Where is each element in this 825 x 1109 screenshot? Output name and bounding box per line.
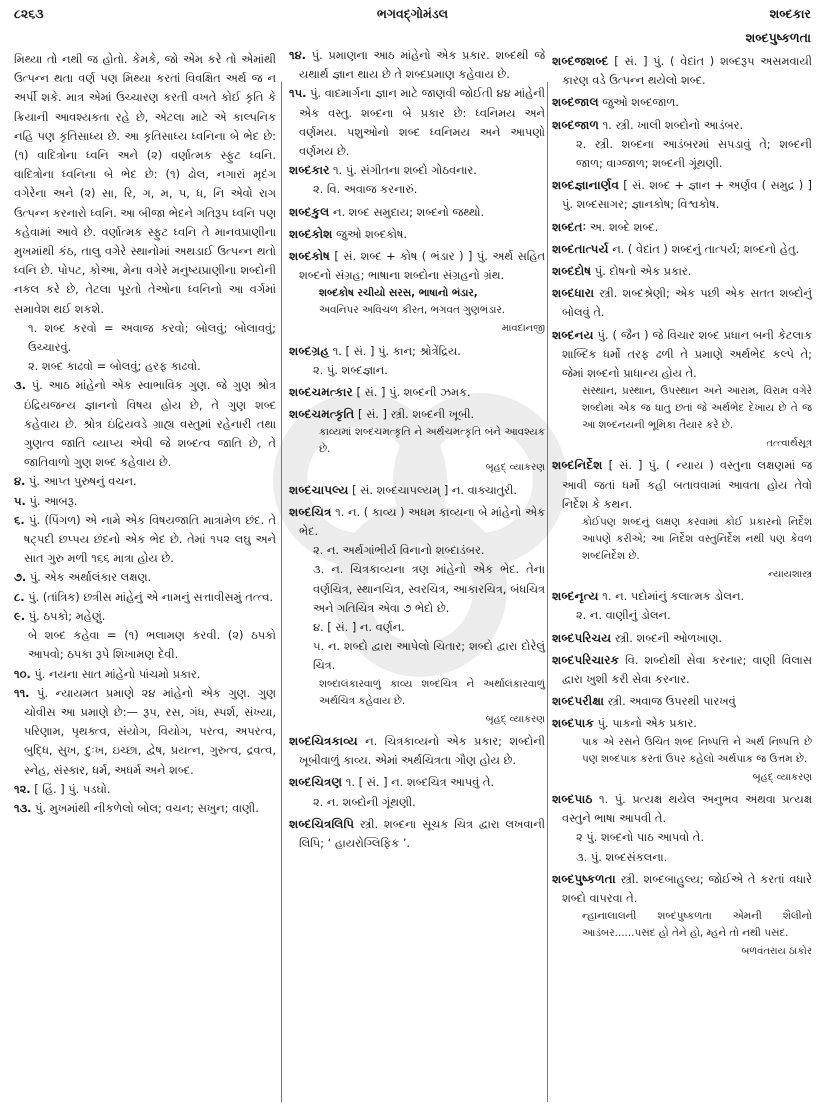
sense-text: પું. ન્યાયમત પ્રમાણે ૨૪ માંહેનો એક ગુણ. ગુણ ચોવીસ આ પ્રમાણે છે:— રૂપ, રસ, ગંધ, સ્પર્શ, સંખ્યા, પરિણામ, પૃથક્ત્વ, સંયોગ, વિયોગ, પરત્વ, અપરત્વ, બુદ્ધિ, સુખ, દુઃખ, ઇચ્છા, દ્વેષ, પ્રયત્ન, ગુરુત્વ, દ્રવત્વ, સ્નેહ, સંસ્કાર, ધર્મ, અધર્મ અને શબ્દ. bbox=[24, 685, 276, 777]
dictionary-entry bbox=[289, 481, 545, 500]
quotation-source: બૃહદ્ વ્યાકરણ bbox=[485, 462, 545, 474]
dictionary-entry bbox=[552, 116, 812, 174]
quotation-source: તત્ત્વાર્થસૂત્ર bbox=[766, 438, 812, 450]
page-header bbox=[14, 6, 811, 24]
dictionary-entry bbox=[552, 240, 812, 259]
sense-number: ૧૪. bbox=[289, 48, 306, 62]
headword: શબ્દપરિચારક bbox=[552, 652, 620, 667]
sense-text: પું. ઠપકો; મહેણું. bbox=[28, 608, 106, 623]
sense-text: પું. નયના સાત માંહેનો પાંચમો પ્રકાર. bbox=[34, 666, 201, 681]
definition: ૨. પું. શબ્દજ્ઞાન. bbox=[313, 362, 388, 377]
sense-number: ૯. bbox=[14, 608, 26, 623]
page-number: ૮૨૬૩ bbox=[14, 6, 44, 21]
sense-number: ૧૦. bbox=[14, 666, 31, 681]
definition: ન. શબ્દ સમુદાય; શબ્દનો જથ્થો. bbox=[332, 204, 485, 219]
dictionary-entry bbox=[552, 52, 812, 90]
sense-number: ૩. bbox=[14, 378, 26, 393]
dictionary-entry bbox=[552, 284, 812, 322]
sense-text: પું. (પિંગળ) એ નામે એક વિષયજાતિ માત્રામેળ છંદ. તે ષટ્પદી છપ્પય છંદનો એક ભેદ છે. તેમાં ૧૫૨ લઘુ અને સાત ગુરુ મળી ૧૬૬ માત્રા હોય છે. bbox=[24, 512, 276, 566]
dictionary-entry bbox=[289, 342, 545, 380]
dictionary-entry bbox=[552, 870, 812, 962]
headword: શબ્દપરિચય bbox=[552, 630, 612, 645]
definition: વિ. શબ્દોથી સેવા કરનાર; વાણી વિલાસ દ્વારા ખુશી કરી સેવા કરનાર. bbox=[562, 652, 812, 687]
headword: શબ્દપરીક્ષા bbox=[552, 694, 605, 709]
sense-text: પું. પ્રમાણના આઠ માંહેનો એક પ્રકાર. શબ્દથી જે યથાર્થ જ્ઞાન થાય છે તે શબ્દપ્રમાણ કહેવાય છે. bbox=[299, 48, 545, 82]
definition: ૨. ન. વાણીનું ડોલન. bbox=[576, 608, 671, 623]
headword: શબ્દજાલ bbox=[552, 95, 599, 110]
definition: પું. પાકનો એક પ્રકાર. bbox=[597, 716, 697, 731]
dictionary-entry bbox=[289, 732, 545, 770]
dictionary-entry bbox=[552, 93, 812, 112]
headword: શબ્દગ્રહ bbox=[289, 343, 330, 358]
headword: શબ્દનય bbox=[552, 327, 594, 342]
headword: શબ્દચિત્રણ bbox=[289, 775, 343, 790]
guideword-first: શબ્દકાર bbox=[769, 6, 811, 21]
sense-number: ૬. bbox=[14, 512, 25, 527]
headword: શબ્દનિર્દેશ bbox=[552, 458, 603, 473]
definition: ૧. ન. ( કાવ્ય ) અધમ કાવ્યના બે માંહેનો એક ભેદ. bbox=[299, 504, 546, 539]
column-divider bbox=[547, 82, 548, 1102]
definition: ૧. પું. સંગીતના શબ્દો ગોઠવનાર. bbox=[333, 163, 477, 178]
definition: [ સં. ] પું. ( ન્યાય ) વસ્તુના લક્ષણમાં જ આવી જતાં ધર્મો કહી બતાવવામાં આવતા હોય તેવો નિર્દેશ કે કથન. bbox=[562, 458, 812, 511]
definition: જુઓ શબ્દજાળ. bbox=[602, 95, 679, 110]
sense-number: ૧૩. bbox=[14, 800, 32, 815]
definition: [ સં. શબ્દ + કોષ ( ભંડાર ) ] પું. અર્થ સહિત શબ્દનો સંગ્રહ; ભાષાના શબ્દોના સંગ્રહનો ગ્રંથ. bbox=[299, 249, 546, 283]
headword: શબ્દજશબ્દ bbox=[552, 54, 609, 68]
definition: ૨ પું. શબ્દનો પાઠ આપવો તે. bbox=[576, 830, 704, 845]
headword: શબ્દચમત્કાર bbox=[289, 385, 353, 400]
dictionary-entry bbox=[289, 503, 545, 729]
definition: ૪. [ સં. ] ન. વર્ણન. bbox=[313, 620, 405, 635]
headword: શબ્દચિત્ર bbox=[289, 504, 332, 519]
dictionary-entry bbox=[289, 383, 545, 402]
headword: શબ્દચમત્કૃતિ bbox=[289, 407, 355, 422]
column-divider bbox=[281, 82, 282, 1102]
continued-text: મિથ્યા તો નથી જ હોતો. કેમકે, જો એમ કરે તો એમાંથી ઉત્પન્ન થતા વર્ણ પણ મિથ્યા કરતાં વિવક્ષિત અર્થ જ ન અર્પી શકે. માત્ર એમાં ઉચ્ચારણ કરતી વખતે કોઈ કૃતિ કે ક્રિયાની આવશ્યકતા રહે છે, એટલા માટે એ કાલ્પનિક નહિ પણ કૃતિસાધ્ય છે. આ કૃતિસાધ્ય ધ્વનિના બે ભેદ છે: (૧) વાદિત્રોના ધ્વનિ અને (૨) વર્ણાત્મક સ્ફુટ ધ્વનિ. વાદિત્રોના ધ્વનિના બે ભેદ છે: (૧) ઢોલ, નગારાં મૃદંગ વગેરેના અને (૨) સા, રિ, ગ, મ, પ, ધ, નિ એવો રાગ ઉત્પન્ન કરનારો ધ્વનિ. આ બીજા ભેદને ગતિરૂપ ધ્વનિ પણ કહેવામાં આવે છે. વર્ણાત્મક સ્ફુટ ધ્વનિ તે માનવપ્રાણીના મુખમાંથી કંઠ, તાલુ વગેરે સ્થાનોમાં અથડાઈ ઉત્પન્ન થતો ધ્વનિ છે. પોપટ, કોઆ, મેના વગેરે મનુષ્યપ્રાણીના શબ્દોની નકલ કરે છે, તેટલા પૂરતો તેઓના ધ્વનિનો આ વર્ગમાં સમાવેશ થઈ શકશે. bbox=[14, 52, 276, 316]
headword: શબ્દપુષ્કળતા bbox=[552, 871, 616, 886]
idiom: બે શબ્દ કહેવા = (૧) ભલામણ કરવી. (૨) ઠપકો આપવો; ઠપકા રૂપે શિખામણ દેવી. bbox=[28, 628, 276, 662]
sense-number: ૧૨. bbox=[14, 781, 31, 796]
quotation-source: ન્યાયશાસ્ત્ર bbox=[768, 569, 812, 581]
definition: ૨. ન. અર્થગાંભીર્ય વિનાનો શબ્દાડંબર. bbox=[313, 543, 485, 558]
headword: શબ્દપાઠ bbox=[552, 791, 593, 806]
quotation-source: બળવંતરાય ઠાકોર bbox=[741, 946, 812, 958]
headword: શબ્દકોષ bbox=[289, 249, 330, 264]
quotation: ન્હાનાલાલની શબ્દપુષ્કળતા એમની શૈલીનો આડંબર......પસંદ હો તેને હો, મ્હને તો નથી પસંદ. bbox=[582, 910, 812, 940]
sense-text: પું. આબરૂ. bbox=[29, 493, 78, 508]
definition: ન. ( વેદાંત ) શબ્દનું તાત્પર્ય; શબ્દનો હેતુ. bbox=[612, 241, 800, 256]
headword: શબ્દકુલ bbox=[289, 204, 330, 219]
definition: [ સં. શબ્દચાપલ્યમ્ ] ન. વાક્ચાતુરી. bbox=[352, 482, 517, 497]
dictionary-entry bbox=[552, 692, 812, 711]
quotation: પાક એ રસને ઉચિત શબ્દ નિષ્પત્તિ ને અર્થ નિષ્પત્તિ છે પણ શબ્દપાક કરતાં ઉપર કહેલો અર્થપાક જ ઉત્તમ છે. bbox=[582, 735, 812, 765]
definition: [ સં. ] સ્ત્રી. શબ્દની ખૂબી. bbox=[358, 407, 475, 422]
idiom: ૨. શબ્દ કાઢવો = બોલવું; હરફ કાઢવો. bbox=[28, 359, 201, 374]
definition: જુઓ શબ્દકોષ. bbox=[336, 226, 407, 241]
quotation-source: બૃહદ્ વ્યાકરણ bbox=[485, 713, 545, 725]
dictionary-entry bbox=[552, 262, 812, 281]
definition: [ સં. ] પું. શબ્દની ઝમક. bbox=[356, 385, 471, 400]
sense-text: પું. મુખમાંથી નીકળેલો બોલ; વચન; સખુન; વાણી. bbox=[35, 800, 259, 815]
quotation: શબ્દકોષ રચીયો સરસ, ભાષાનો ભંડાર, bbox=[319, 287, 478, 300]
definition: સ્ત્રી. શબ્દશ્રેણી; એક પછી એક સતત શબ્દોનું બોલવું તે. bbox=[562, 286, 812, 320]
dictionary-entry bbox=[289, 225, 545, 244]
book-title: ભગવદ્ગોમંડલ bbox=[376, 6, 449, 21]
column-3 bbox=[552, 52, 812, 964]
sense-text: પું. એક અર્થાલંકાર લક્ષણ. bbox=[29, 570, 152, 585]
headword: શબ્દધારા bbox=[552, 286, 595, 301]
definition: ૧. ન. પદોમાંનું કલાત્મક ડોલન. bbox=[602, 589, 745, 604]
definition: સ્ત્રી. શબ્દના સૂચક ચિત્ર દ્વારા લખવાની લિપિ; ‘ હાયરોગ્લિફિક ’. bbox=[299, 816, 545, 850]
dictionary-entry bbox=[552, 587, 812, 625]
quotation-source: માવદાનજી bbox=[501, 323, 545, 335]
sense-number: ૧૫. bbox=[289, 86, 307, 101]
definition: ૧. પું. પ્રત્યક્ષ થયેલ અનુભવ અથવા પ્રત્યક્ષ વસ્તુને ભાષા આપવી તે. bbox=[562, 791, 812, 826]
dictionary-entry bbox=[552, 326, 812, 454]
sense-number: ૧૧. bbox=[14, 685, 30, 700]
definition: ૧. [ સં. ] ન. શબ્દચિત્ર આપવું તે. bbox=[345, 775, 495, 790]
definition: સ્ત્રી. શબ્દબાહુલ્ય; જોઈએ તે કરતાં વધારે શબ્દો વાપરવા તે. bbox=[562, 871, 812, 905]
dictionary-entry bbox=[289, 203, 545, 222]
quotation: કાવ્યમાં શબ્દચમત્કૃતિ ને અર્થચમત્કૃતિ બંને આવશ્યક છે. bbox=[319, 426, 545, 456]
sense-number: ૭. bbox=[14, 570, 27, 585]
headword: શબ્દચિત્રકાવ્ય bbox=[289, 733, 358, 748]
definition: સ્ત્રી. શબ્દની ઓળખાણ. bbox=[614, 630, 723, 645]
sense-text: [ હિં. ] પું. પડઘો. bbox=[34, 781, 111, 796]
dictionary-entry bbox=[552, 456, 812, 584]
definition: પું. ( જૈન ) જે વિચાર શબ્દ પ્રધાન બની કેટલાક શાબ્દિક ધર્મો તરફ ઢળી તે પ્રમાણે અર્થભેદ કલ્પે તે; જેમાં શબ્દનો પ્રાધાન્ય હોય તે. bbox=[562, 327, 812, 381]
sense-text: પું. વાદમાર્ગના જ્ઞાન માટે જાણવી જોઈતી ૪૪ માંહેની એક વસ્તુ. શબ્દના બે પ્રકાર છે: ધ્વનિમય અને વર્ણમય. પશુઓનો શબ્દ ધ્વનિમય અને આપણો વર્ણમય છે. bbox=[299, 86, 545, 159]
definition: ૧. [ સં. ] પું. કાન; શ્રોત્રેંદ્રિય. bbox=[332, 343, 461, 358]
definition: ૨. વિ. અવાજ કરનારું. bbox=[313, 182, 418, 197]
dictionary-entry bbox=[552, 218, 812, 237]
quotation: અવનિપર અવિચળ કીરત, ભગવત ગુણભંડાર. bbox=[319, 304, 506, 317]
headword: શબ્દદોષ bbox=[552, 264, 592, 279]
guideword-last: શબ્દપુષ્કળતા bbox=[745, 30, 811, 45]
sense-number: ૪. bbox=[14, 474, 26, 489]
quotation: સંસ્થાન, પ્રસ્થાન, ઉપસ્થાન અને આરામ, વિરામ વગેરે શબ્દોમાં એક જ ધાતુ છતાં જે અર્થભેદ દેખાય છે તે જ આ શબ્દનયની ભૂમિકા તૈયાર કરે છે. bbox=[582, 385, 812, 432]
headword: શબ્દકોશ bbox=[289, 226, 333, 241]
dictionary-entry bbox=[552, 651, 812, 689]
quotation: શબ્દાલંકારવાળું કાવ્ય શબ્દચિત્ર ને અર્થાલંકારવાળું અર્થચિત્ર કહેવાય છે. bbox=[319, 677, 545, 707]
definition: ૨. સ્ત્રી. શબ્દના આડંબરમાં સપડાવું તે; શબ્દની જાળ; વાગ્જાળ; શબ્દની ગૂંથણી. bbox=[576, 136, 812, 171]
dictionary-entry bbox=[289, 773, 545, 811]
dictionary-entry bbox=[289, 815, 545, 853]
headword: શબ્દકાર bbox=[289, 163, 330, 178]
definition: ૫. ન. શબ્દો દ્વારા આપેલો ચિતાર; શબ્દો દ્વારા દોરેલું ચિત્ર. bbox=[313, 639, 545, 673]
definition: સ્ત્રી. અવાજ ઉપરથી પારખવું bbox=[607, 694, 736, 709]
definition: ન. ચિત્રકાવ્યનો એક પ્રકાર; શબ્દોની ખૂબીવાળું કાવ્ય. એમાં અર્થચિત્રતા ગૌણ હોય છે. bbox=[299, 733, 545, 768]
definition: [ સં. ] પું. ( વેદાંત ) શબ્દરૂપ અસમવાયી કારણ વડે ઉત્પન્ન થયેલો શબ્દ. bbox=[562, 54, 813, 88]
headword: શબ્દજાળ bbox=[552, 117, 600, 132]
column-1 bbox=[14, 50, 276, 818]
dictionary-entry bbox=[552, 714, 812, 786]
sense-text: પું. આપ્ત પુરુષનું વચન. bbox=[29, 474, 137, 489]
sense-number: ૫. bbox=[14, 493, 26, 508]
definition: ૨. ન. શબ્દોની ગૂંથણી. bbox=[313, 794, 416, 809]
definition: [ સં. શબ્દ + જ્ઞાન + અર્ણવ ( સમુદ્ર ) ] પું. શબ્દસાગર; જ્ઞાનકોષ; વિશ્વકોષ. bbox=[562, 178, 812, 212]
definition: અ. શબ્દે શબ્દ. bbox=[589, 219, 659, 234]
headword: શબ્દતાત્પર્ય bbox=[552, 241, 609, 256]
headword: શબ્દતઃ bbox=[552, 219, 587, 234]
definition: પું. દોષનો એક પ્રકાર. bbox=[594, 264, 692, 279]
headword: શબ્દપાક bbox=[552, 716, 594, 731]
headword: શબ્દજ્ઞાનાર્ણવ bbox=[552, 178, 619, 193]
headword: શબ્દચાપલ્ય bbox=[289, 482, 349, 497]
dictionary-entry bbox=[289, 161, 545, 199]
sense-text: પું. (તાંત્રિક) છત્રીસ માંહેનું એ નામનું સત્તાવીસમું તત્ત્વ. bbox=[28, 589, 274, 604]
definition: ૩. ન. ચિત્રકાવ્યના ત્રણ માંહેનો એક ભેદ. તેના વર્ણચિત્ર, સ્થાનચિત્ર, સ્વરચિત્ર, આકારચિત્ર, બંધચિત્ર અને ગતિચિત્ર એવા ૭ ભેદો છે. bbox=[313, 562, 545, 615]
sense-number: ૮. bbox=[14, 589, 25, 604]
headword: શબ્દચિત્રલિપિ bbox=[289, 816, 355, 831]
quotation: કોઈપણ શબ્દનું લક્ષણ કરવામાં કોઈ પ્રકારનો નિર્દેશ આપણે કરીએ; આ નિર્દેશ વસ્તુનિર્દેશ નથી પણ કેવળ શબ્દનિર્દેશ છે. bbox=[582, 516, 812, 563]
dictionary-entry bbox=[552, 629, 812, 648]
dictionary-entry bbox=[552, 176, 812, 214]
definition: ૧. સ્ત્રી. ખાલી શબ્દોનો આડંબર. bbox=[602, 117, 744, 132]
definition: ૩. પું. શબ્દસંકલના. bbox=[576, 849, 668, 864]
quotation-source: બૃહદ્ વ્યાકરણ bbox=[752, 771, 812, 783]
dictionary-entry bbox=[552, 790, 812, 867]
dictionary-entry bbox=[289, 247, 545, 339]
column-2 bbox=[289, 46, 545, 856]
dictionary-entry bbox=[289, 405, 545, 477]
idiom: ૧. શબ્દ કરવો = અવાજ કરવો; બોલવું; બોલાવવું; ઉચ્ચારવું. bbox=[28, 320, 276, 355]
sense-text: પું. આઠ માંહેનો એક સ્વાભાવિક ગુણ. જે ગુણ શ્રોત્ર ઇંદ્રિયજન્ય જ્ઞાનનો વિષય હોય છે, તે ગુણ શબ્દ કહેવાય છે. શ્રોત્ર ઇંદ્રિયવડે ગ્રાહ્ય વસ્તુમાં રહેનારી તથા ગુણત્વ જાતિ વ્યાપ્ય એવી જે શબ્દત્વ જાતિ છે, તે જાતિવાળો ગુણ શબ્દ કહેવાય છે. bbox=[24, 378, 276, 470]
headword: શબ્દનૃત્ય bbox=[552, 589, 599, 604]
